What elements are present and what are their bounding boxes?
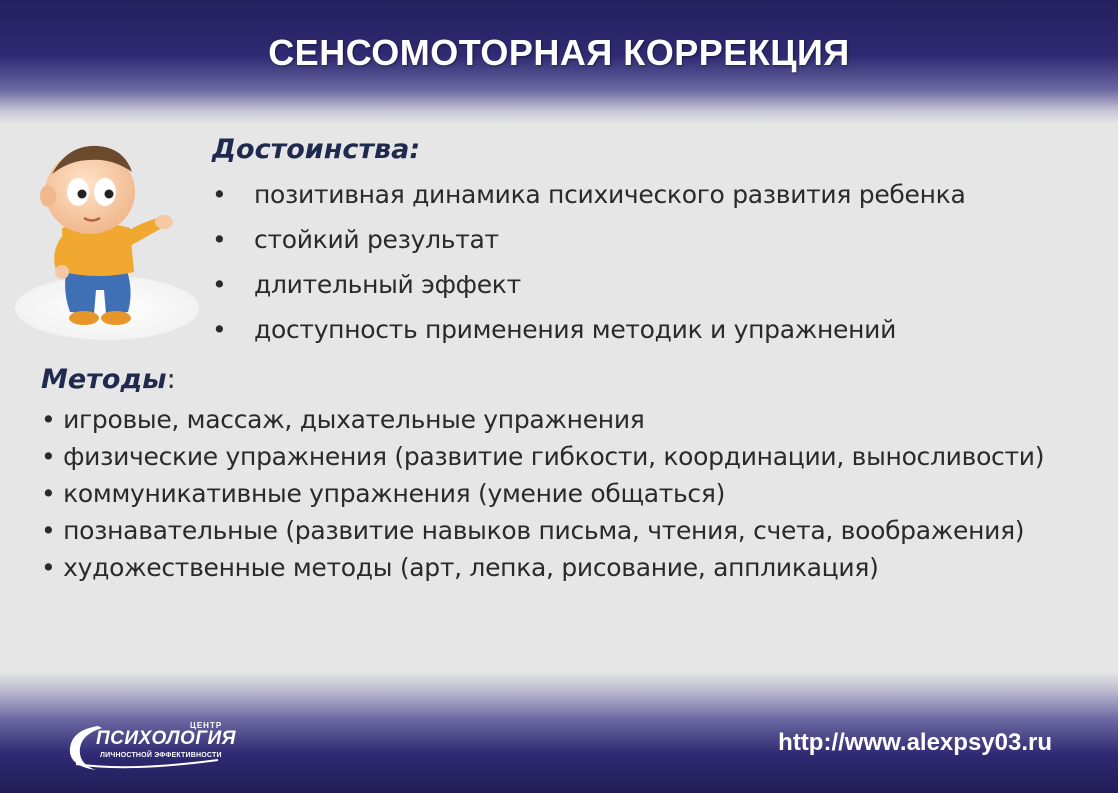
advantage-item (212, 175, 965, 220)
advantage-text: стойкий результат (254, 225, 499, 254)
advantages-list (212, 175, 965, 355)
bullet: • (212, 270, 227, 299)
advantage-text: доступность применения методик и упражнений (254, 315, 897, 344)
logo-center-text: ЦЕНТР (190, 721, 223, 730)
bullet: • (212, 315, 227, 344)
slide-title: СЕНСОМОТОРНАЯ КОРРЕКЦИЯ (268, 32, 850, 73)
method-item: • познавательные (развитие навыков письма, чтения, счета, воображения) (41, 516, 1025, 545)
method-item: • художественные методы (арт, лепка, рисование, аппликация) (41, 553, 879, 582)
methods-heading-word: Методы (41, 364, 167, 395)
bullet: • (212, 180, 227, 209)
advantage-item (212, 220, 965, 265)
method-item: • коммуникативные упражнения (умение общаться) (41, 479, 726, 508)
website-url: http://www.alexpsy03.ru (778, 729, 1052, 756)
cartoon-boy-illustration (12, 130, 212, 345)
method-item: • игровые, массаж, дыхательные упражнения (41, 405, 645, 434)
bullet: • (212, 225, 227, 254)
methods-list (41, 401, 1081, 586)
advantage-text: позитивная динамика психического развития ребенка (254, 180, 966, 209)
logo-sub-text: ЛИЧНОСТНОЙ ЭФФЕКТИВНОСТИ (100, 752, 222, 759)
advantage-item (212, 310, 965, 355)
advantage-item (212, 265, 965, 310)
logo-main-text: ПСИХОЛОГИЯ (96, 728, 237, 749)
advantage-text: длительный эффект (254, 270, 521, 299)
methods-heading-colon: : (166, 364, 176, 395)
method-item: • физические упражнения (развитие гибкости, координации, выносливости) (41, 442, 1045, 471)
methods-heading (41, 364, 176, 395)
advantages-heading: Достоинства: (212, 134, 421, 165)
